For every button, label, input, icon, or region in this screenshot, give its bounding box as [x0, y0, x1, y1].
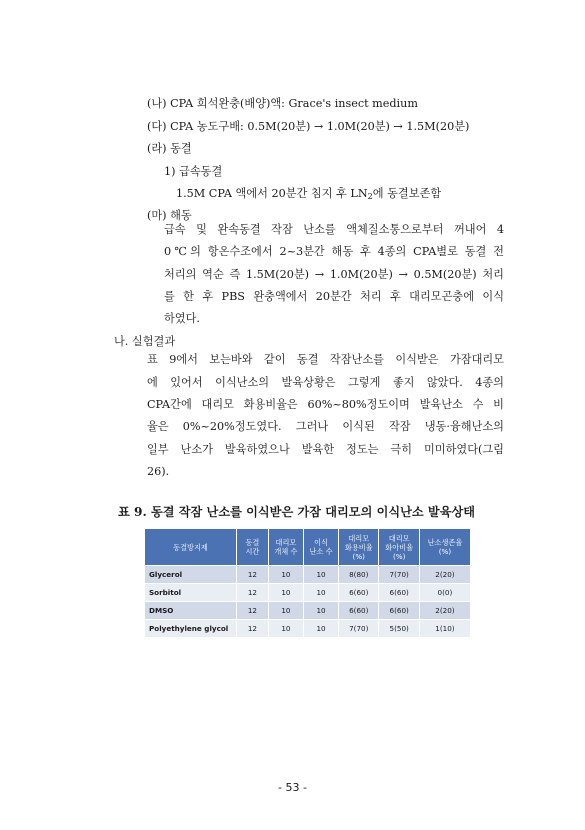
- col-header: 동결방지제: [145, 529, 236, 566]
- table-cell: 10: [303, 566, 338, 584]
- table-cell: 2(20): [419, 566, 470, 584]
- para-thaw-line-2: 0℃의 항온수조에서 2~3분간 해동 후 4종의 CPA별로 동결 전: [164, 245, 504, 258]
- ln2-text-a: 1.5M CPA 액에서 20분간 침지 후 LN: [176, 187, 368, 200]
- table-cell: 10: [303, 602, 338, 620]
- line-ln2-storage: [176, 187, 441, 204]
- col-header: 대리모 화용비율 (%): [339, 529, 379, 566]
- table-cell: 10: [303, 584, 338, 602]
- line-ra-freezing: (라) 동결: [147, 142, 192, 155]
- page-number: - 53 -: [278, 781, 307, 794]
- col-header: 대리모 화아비율 (%): [379, 529, 419, 566]
- table-cell: 8(80): [339, 566, 379, 584]
- table-cell: DMSO: [145, 602, 236, 620]
- table-cell: 12: [236, 566, 268, 584]
- table-cell: 6(60): [379, 602, 419, 620]
- col-header: 난소생존율 (%): [419, 529, 470, 566]
- table-cell: 6(60): [379, 584, 419, 602]
- para-result-line-2: 에 있어서 이식난소의 발육상황은 그렇게 좋지 않았다. 4종의: [147, 376, 504, 389]
- table-cell: 7(70): [379, 566, 419, 584]
- table-row: [145, 584, 471, 602]
- table-cell: 10: [268, 566, 303, 584]
- para-thaw-line-4: 를 한 후 PBS 완충액에서 20분간 처리 후 대리모곤충에 이식: [164, 290, 504, 303]
- table-cell: 12: [236, 584, 268, 602]
- table-cell: 12: [236, 620, 268, 638]
- table-cell: 0(0): [419, 584, 470, 602]
- table-cell: 7(70): [339, 620, 379, 638]
- para-result-line-3: CPA간에 대리모 화용비율은 60%~80%정도이며 발육난소 수 비: [147, 398, 504, 411]
- table-caption: 표 9. 동결 작잠 난소를 이식받은 가잠 대리모의 이식난소 발육상태: [118, 505, 476, 519]
- table-cell: 12: [236, 602, 268, 620]
- para-thaw-line-1: 급속 및 완속동결 작잠 난소를 액체질소통으로부터 꺼내어 4: [164, 223, 504, 236]
- table-row: [145, 566, 471, 584]
- ln2-subscript: 2: [367, 192, 373, 201]
- table-cell: Polyethylene glycol: [145, 620, 236, 638]
- para-result-line-4: 율은 0%~20%정도였다. 그러나 이식된 작잠 냉동·융해난소의: [147, 420, 504, 433]
- para-thaw-line-5: 하였다.: [164, 312, 200, 325]
- line-rapid-freezing: 1) 급속동결: [164, 165, 223, 178]
- para-result-line-5: 일부 난소가 발육하였으나 발육한 정도는 극히 미미하였다(그림: [147, 443, 504, 456]
- para-result-line-6: 26).: [147, 465, 170, 478]
- line-na-cpa-medium: (나) CPA 희석완충(배양)액: Grace's insect medium: [147, 97, 418, 110]
- ln2-text-b: 에 동결보존함: [372, 187, 442, 200]
- col-header: 이식 난소 수: [303, 529, 338, 566]
- table-cell: 6(60): [339, 602, 379, 620]
- table-cell: 6(60): [339, 584, 379, 602]
- table-row: [145, 620, 471, 638]
- table-cell: 10: [268, 620, 303, 638]
- table-cell: 2(20): [419, 602, 470, 620]
- col-header: 동결 시간: [236, 529, 268, 566]
- table-cell: 5(50): [379, 620, 419, 638]
- table-cell: 1(10): [419, 620, 470, 638]
- para-result-line-1: 표 9에서 보는바와 같이 동결 작잠난소를 이식받은 가잠대리모: [147, 353, 504, 366]
- table-header-row: [145, 529, 471, 566]
- table-row: [145, 602, 471, 620]
- table-cell: 10: [268, 602, 303, 620]
- para-thaw-line-3: 처리의 역순 즉 1.5M(20분) → 1.0M(20분) → 0.5M(20분) 처리: [164, 268, 504, 281]
- table-cell: 10: [268, 584, 303, 602]
- table-cell: 10: [303, 620, 338, 638]
- line-ma-thawing: (마) 해동: [147, 209, 192, 222]
- table-cell: Glycerol: [145, 566, 236, 584]
- section-results-heading: 나. 실험결과: [114, 335, 176, 348]
- col-header: 대리모 개체 수: [268, 529, 303, 566]
- table-cell: Sorbitol: [145, 584, 236, 602]
- results-table: [145, 529, 471, 637]
- line-da-gradient: (다) CPA 농도구배: 0.5M(20분) → 1.0M(20분) → 1.5M(20분): [147, 120, 470, 133]
